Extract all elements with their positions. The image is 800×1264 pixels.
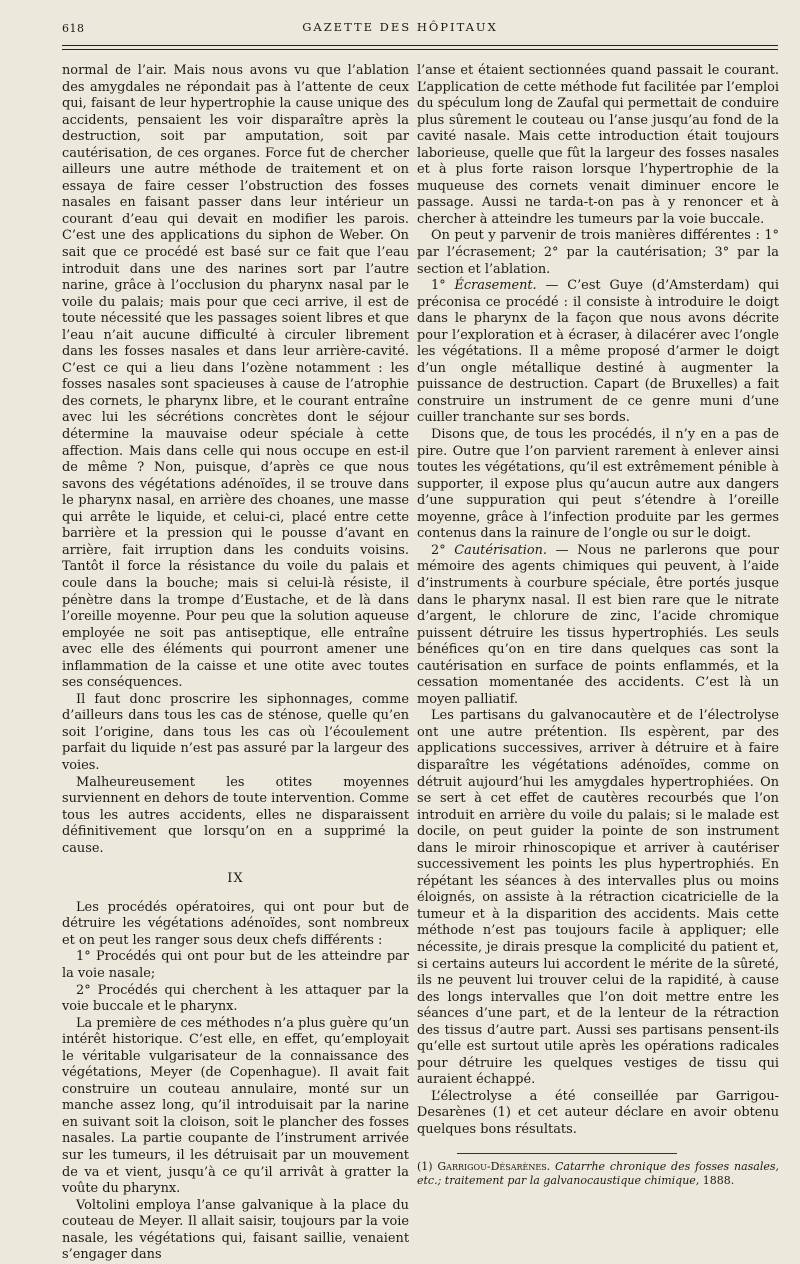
left-paragraph: La première de ces méthodes n’a plus guère qu’un intérêt historique. C’est elle, en effet, qu’employait le véritable vulgarisateur de la connaissance des végétations, Meyer (de Copenhague). Il avait fait construire un couteau annulaire, monté sur un manche assez long, qu’il introduisait par la narine en suivant soit la cloison, soit le plancher des fosses nasales. La partie coupante de l’instrument arrivée sur les tumeurs, il les détruisait par un mouvement de va et vient, jusqu’à ce qu’il arrivât à gratter la voûte du pharynx.	[62, 1015, 409, 1197]
left-paragraph: normal de l’air. Mais nous avons vu que l’ablation des amygdales ne répondait pas à l’attente de ceux qui, faisant de leur hypertrophie la cause unique des accidents, pensaient les voir disparaître après la destruction, soit par amputation, soit par cautérisation, de ces organes. Force fut de chercher ailleurs une autre méthode de traitement et on essaya de faire cesser l’obstruction des fosses nasales en faisant passer dans leur intérieur un courant d’eau qui devait en modifier les parois. C’est une des applications du siphon de Weber. On sait que ce procédé est basé sur ce fait que l’eau introduit dans une des narines sort par l’autre narine, grâce à l’occlusion du pharynx nasal par le voile du palais; mais pour que ceci arrive, il est de toute nécessité que les passages soient libres et que l’eau n’ait aucune difficulté à circuler librement dans les fosses nasales et dans leur arrière-cavité. C’est ce qui a lieu dans l’ozène notamment : les fosses nasales sont spacieuses à cause de l’atrophie des cornets, le pharynx libre, et le courant entraîne avec lui les sécrétions concrètes dont le séjour détermine la mauvaise odeur spéciale à cette affection. Mais dans celle qui nous occupe en est-il de même ? Non, puisque, d’après ce que nous savons des végétations adénoïdes, il se trouve dans le pharynx nasal, en arrière des choanes, une masse qui arrête le liquide, et celui-ci, placé entre cette barrière et la pression qui le pousse d’avant en arrière, fait irruption dans les conduits voisins. Tantôt il force la résistance du voile du palais et coule dans la bouche; mais si celui-là résiste, il pénètre dans la trompe d’Eustache, et de là dans l’oreille moyenne. Pour peu que la solution aqueuse employée ne soit pas antiseptique, elle entraîne avec elle des éléments qui pourront amener une inflammation de la caisse et une otite avec toutes ses conséquences.	[62, 63, 409, 691]
section-heading: IX	[227, 871, 244, 887]
footnote	[417, 1160, 779, 1188]
footnote-rule	[457, 1153, 677, 1154]
list-number: 2°	[431, 542, 455, 558]
header-rule-bottom	[62, 49, 778, 50]
left-paragraph: Malheureusement les otites moyennes surviennent en dehors de toute intervention. Comme tous les autres accidents, elles ne disparaissent définitivement que lorsqu’on en a supprimé la cause.	[62, 774, 409, 856]
footnote-year: 1888.	[699, 1173, 735, 1187]
right-paragraph: l’anse et étaient sectionnées quand passait le courant. L’application de cette méthode fut facilitée par l’emploi du spéculum long de Zaufal qui permettait de conduire plus sûrement le couteau ou l’anse jusqu’au fond de la cavité nasale. Mais cette introduction était toujours laborieuse, quelle que fût la largeur des fosses nasales et à plus forte raison lorsque l’hypertrophie de la muqueuse des cornets venait diminuer encore le passage. Aussi ne tarda-t-on pas à y renoncer et à chercher à atteindre les tumeurs par la voie buccale.	[417, 63, 779, 227]
right-paragraph: Disons que, de tous les procédés, il n’y en a pas de pire. Outre que l’on parvient rarement à enlever ainsi toutes les végétations, qu’il est extrêmement pénible à supporter, il expose plus qu’aucun autre aux dangers d’une suppuration qui peut s’étendre à l’oreille moyenne, grâce à l’infection produite par les germes contenus dans la rainure de l’ongle ou sur le doigt.	[417, 427, 779, 542]
page-number: 618	[62, 22, 85, 35]
subsection-term: Écrasement.	[454, 278, 537, 294]
right-column	[417, 63, 779, 1188]
right-paragraph	[417, 278, 779, 427]
left-paragraph: 2° Procédés qui cherchent à les attaquer par la voie buccale et le pharynx.	[62, 982, 409, 1015]
journal-title: GAZETTE DES HÔPITAUX	[302, 20, 498, 34]
footnote-author: Garrigou-Désarènes.	[437, 1159, 551, 1173]
left-column	[62, 63, 409, 1264]
header-rule-top	[62, 45, 778, 46]
right-paragraph: L’électrolyse a été conseillée par Garrigou-Desarènes (1) et cet auteur déclare en avoir obtenu quelques bons résultats.	[417, 1088, 779, 1137]
left-paragraph: Voltolini employa l’anse galvanique à la place du couteau de Meyer. Il allait saisir, toujours par la voie nasale, les végétations qui, faisant saillie, venaient s’engager dans	[62, 1197, 409, 1263]
footnote-title: Catarrhe chronique des fosses nasales, etc.; traitement par la galvanocaustique chimique,	[417, 1159, 779, 1187]
paragraph-text: — Nous ne parlerons que pour mémoire des agents chimiques qui peuvent, à l’aide d’instruments à courbure spéciale, être portés jusque dans le pharynx nasal. Il est bien rare que le nitrate d’argent, le chlorure de zinc, l’acide chromique puissent détruire les tissus hypertrophiés. Les seuls bénéfices qu’on en tire dans quelques cas sont la cautérisation en surface de points enflammés, et la cessation momentanée des accidents. C’est là un moyen palliatif.	[417, 542, 779, 707]
right-paragraph: Les partisans du galvanocautère et de l’électrolyse ont une autre prétention. Ils espèrent, par des applications successives, arriver à détruire et à faire disparaître les végétations adénoïdes, comme on détruit aujourd’hui les amygdales hypertrophiées. On se sert à cet effet de cautères recourbés que l’on introduit en arrière du voile du palais; si le malade est docile, on peut guider la pointe de son instrument dans le miroir rhinoscopique et arriver à cautériser successivement les points les plus hypertrophiés. En répétant les séances à des intervalles plus ou moins éloignés, on assiste à la rétraction cicatricielle de la tumeur et à la disparition des accidents. Mais cette méthode n’est pas toujours facile à appliquer; elle nécessite, je dirais presque la complicité du patient et, si certains auteurs lui accordent le mérite de la sûreté, ils ne peuvent lui trouver celui de la rapidité, à cause des longs intervalles que l’on doit mettre entre les séances d’une part, et de la lenteur de la rétraction des tissus d’autre part. Aussi ses partisans pensent-ils qu’elle est surtout utile après les opérations radicales pour détruire les quelques vestiges de tissu qui auraient échappé.	[417, 708, 779, 1088]
left-paragraph: 1° Procédés qui ont pour but de les atteindre par la voie nasale;	[62, 949, 409, 981]
left-paragraph: Il faut donc proscrire les siphonnages, comme d’ailleurs dans tous les cas de sténose, quelle qu’en soit l’origine, dans tous les cas où l’écoulement parfait du liquide n’est pas assuré par la largeur des voies.	[62, 691, 409, 773]
right-paragraph: On peut y parvenir de trois manières différentes : 1° par l’écrasement; 2° par la cautérisation; 3° par la section et l’ablation.	[417, 228, 779, 277]
subsection-term: Cautérisation.	[454, 542, 548, 558]
right-paragraph	[417, 543, 779, 708]
list-number: 1°	[431, 278, 455, 294]
paragraph-text: — C’est Guye (d’Amsterdam) qui préconisa ce procédé : il consiste à introduire le doigt dans le pharynx de la façon que nous avons décrite pour l’exploration et à écraser, à dilacérer avec l’ongle les végétations. Il a même proposé d’armer le doigt d’un ongle métallique destiné à augmenter la puissance de destruction. Capart (de Bruxelles) a fait construire un instrument de ce genre muni d’une cuiller tranchante sur ses bords.	[417, 278, 780, 426]
left-paragraph: Les procédés opératoires, qui ont pour but de détruire les végétations adénoïdes, sont nombreux et on peut les ranger sous deux chefs différents :	[62, 899, 409, 948]
footnote-marker: (1)	[417, 1159, 438, 1173]
